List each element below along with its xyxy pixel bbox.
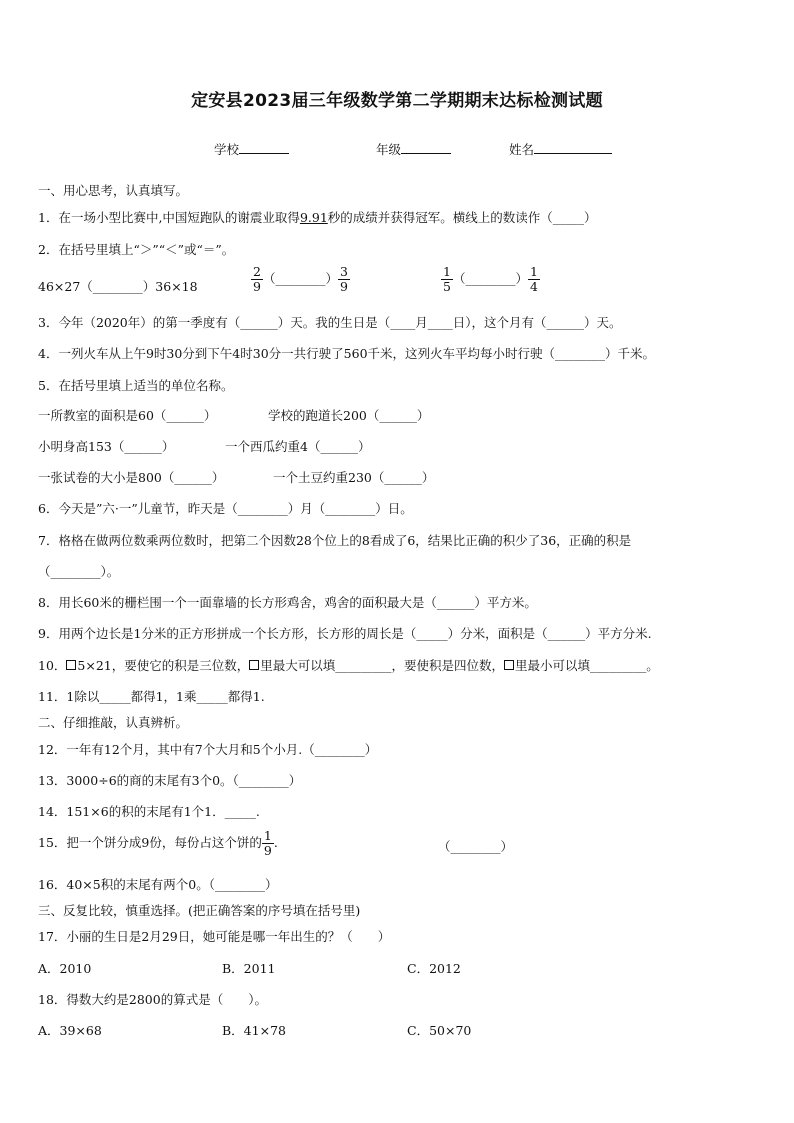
q17-option-b[interactable]: B．2011 [222, 961, 276, 976]
question-5: 5．在括号里填上适当的单位名称。 [38, 378, 234, 393]
q5-item-c1: 一张试卷的大小是800（______） [38, 470, 225, 485]
blank-box-icon [66, 660, 76, 670]
blank-box-icon [504, 660, 514, 670]
section-1-heading: 一、用心思考，认真填写。 [38, 183, 189, 198]
q1-text-a: 1．在一场小型比赛中,中国短跑队的谢震业取得 [38, 210, 300, 225]
q5-item-b2: 一个西瓜约重4（______） [225, 439, 371, 454]
q18-option-a[interactable]: A．39×68 [38, 1023, 102, 1038]
school-label: 学校 [214, 142, 240, 157]
q18-option-b[interactable]: B．41×78 [222, 1023, 286, 1038]
fraction: $\frac{1}{5}$ [443, 264, 451, 294]
name-field [509, 140, 612, 158]
question-9: 9．用两个边长是1分米的正方形拼成一个长方形，长方形的周长是（_____）分米，面积是（______）平方分米. [38, 626, 652, 641]
question-18: 18．得数大约是2800的算式是（ ）。 [38, 992, 267, 1007]
question-6: 6．今天是”六·一”儿童节，昨天是（________）月（________）日。 [38, 501, 413, 516]
q5-item-b1: 小明身高153（______） [38, 439, 175, 454]
q10-text-d: 里最小可以填_________。 [515, 658, 659, 673]
question-7: 7．格格在做两位数乘两位数时，把第二个因数28个位上的8看成了6，结果比正确的积少了36，正确的积是 [38, 533, 632, 548]
school-blank[interactable] [239, 140, 289, 154]
q18-option-c[interactable]: C．50×70 [407, 1023, 472, 1038]
q15-period: . [273, 835, 278, 850]
question-7-answer: （________）。 [38, 564, 120, 579]
q2-item-a: 46×27（________）36×18 [38, 279, 198, 294]
question-1 [38, 208, 597, 226]
q1-underlined-number: 9.91 [299, 210, 328, 225]
q5-item-c2: 一个土豆约重230（______） [273, 470, 435, 485]
question-10 [38, 656, 659, 674]
grade-field [376, 140, 451, 158]
question-11: 11．1除以_____都得1，1乘_____都得1. [38, 689, 265, 704]
name-label: 姓名 [509, 142, 535, 157]
q10-text-b: 5×21，要使它的积是三位数， [77, 658, 250, 673]
name-blank[interactable] [534, 140, 612, 154]
question-13: 13．3000÷6的商的末尾有3个0。（________） [38, 773, 302, 788]
q1-text-b: 秒的成绩并获得冠军。横线上的数读作（_____） [327, 210, 597, 225]
q17-option-c[interactable]: C．2012 [407, 961, 461, 976]
school-field [214, 140, 289, 158]
question-4: 4．一列火车从上午9时30分到下午4时30分一共行驶了560千米，这列火车平均每小时行驶（________）千米。 [38, 346, 656, 361]
q2-item-b [251, 265, 350, 294]
q5-item-a2: 学校的跑道长200（______） [268, 408, 430, 423]
blank-box-icon [249, 660, 259, 670]
question-2: 2．在括号里填上“＞”“＜”或“＝”。 [38, 242, 235, 257]
question-3: 3．今年（2020年）的第一季度有（______）天。我的生日是（____月____日），这个月有（______）天。 [38, 315, 622, 330]
question-17: 17．小丽的生日是2月29日，她可能是哪一年出生的？（ ） [38, 929, 391, 944]
q5-item-a1: 一所教室的面积是60（______） [38, 408, 217, 423]
fraction: $\frac{1}{9}$ [263, 828, 272, 858]
question-12: 12．一年有12个月，其中有7个大月和5个小月.（________） [38, 742, 378, 757]
question-8: 8．用长60米的栅栏围一个一面靠墙的长方形鸡舍，鸡舍的面积最大是（______）平方米。 [38, 595, 537, 610]
question-16: 16．40×5积的末尾有两个0。（________） [38, 877, 278, 892]
section-2-heading: 二、仔细推敲，认真辨析。 [38, 715, 189, 730]
comparison-blank[interactable]: （________） [262, 271, 338, 286]
page-title: 定安县2023届三年级数学第二学期期末达标检测试题 [191, 91, 603, 111]
grade-label: 年级 [376, 142, 402, 157]
section-3-heading: 三、反复比较，慎重选择。(把正确答案的序号填在括号里) [38, 903, 361, 918]
q2-item-c [441, 265, 540, 294]
fraction: $\frac{3}{9}$ [339, 264, 348, 294]
question-14: 14．151×6的积的末尾有1个1．_____. [38, 804, 260, 819]
q17-option-a[interactable]: A．2010 [38, 961, 92, 976]
q15-text: 15．把一个饼分成9份，每份占这个饼的 [38, 835, 262, 850]
comparison-blank[interactable]: （________） [452, 271, 528, 286]
fraction: $\frac{1}{4}$ [529, 264, 538, 294]
q10-number: 10． [38, 658, 67, 673]
fraction: $\frac{2}{9}$ [253, 264, 261, 294]
q10-text-c: 里最大可以填_________，要使积是四位数， [260, 658, 505, 673]
q15-answer-blank[interactable]: （________） [438, 839, 514, 854]
question-15 [38, 829, 278, 858]
grade-blank[interactable] [401, 140, 451, 154]
